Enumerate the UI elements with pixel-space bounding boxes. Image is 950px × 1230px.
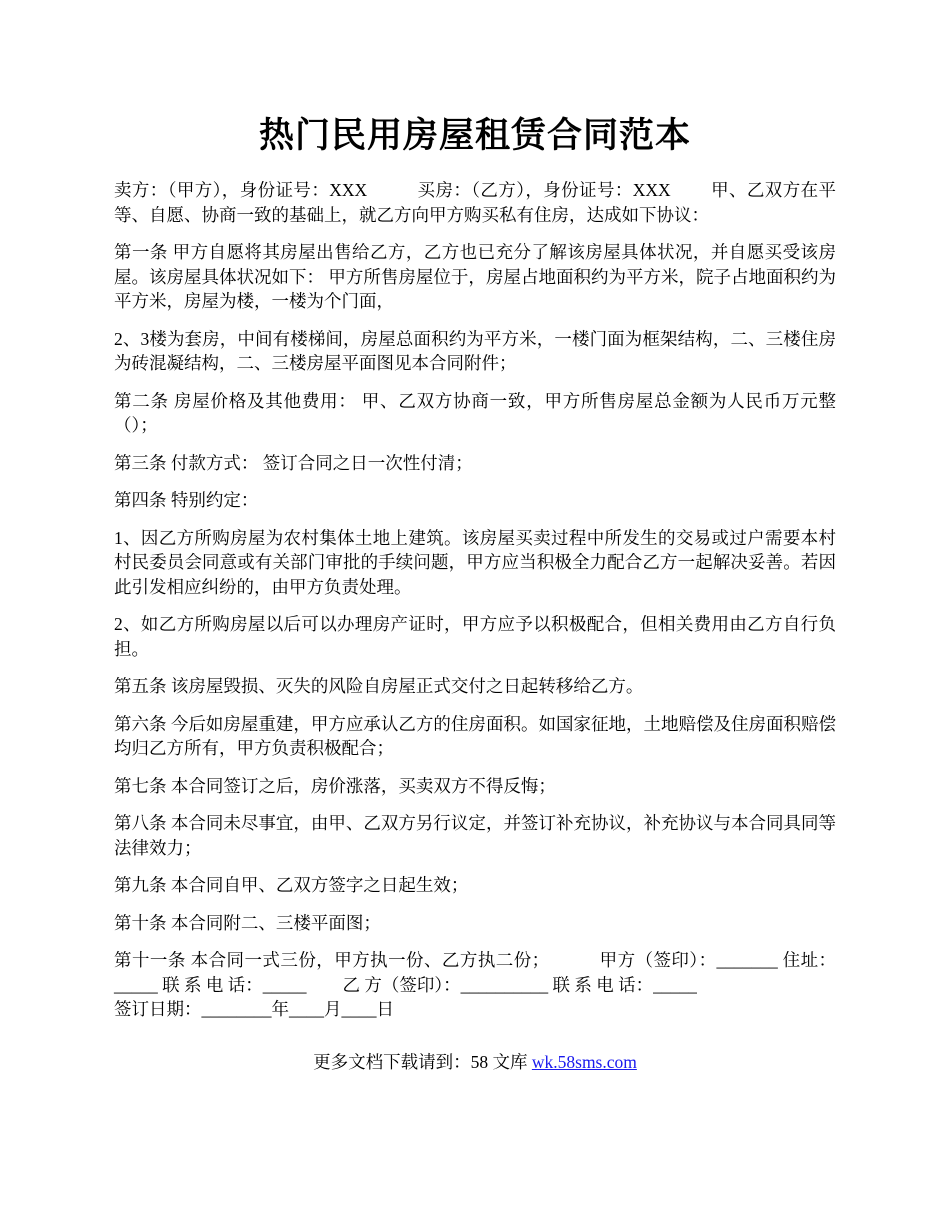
buyer-line: 买房：（乙方），身份证号：XXX (417, 180, 671, 200)
sign-date: 签订日期：________年____月____日 (114, 999, 394, 1019)
clause-paragraph: 第二条 房屋价格及其他费用： 甲、乙双方协商一致，甲方所售房屋总金额为人民币万元整（）； (114, 390, 836, 435)
document-body (114, 178, 836, 1035)
clause-paragraph: 第七条 本合同签订之后，房价涨落，买卖双方不得反悔； (114, 775, 556, 796)
clause-paragraph: 1、因乙方所购房屋为农村集体土地上建筑。该房屋买卖过程中所发生的交易或过户需要本村村民委员会同意或有关部门审批的手续问题，甲方应当积极全力配合乙方一起解决妥善。若因此引发相应纠纷的，由甲方负责处理。 (114, 527, 836, 597)
party-a-phone: 联 系 电 话：_____ (162, 974, 307, 995)
clause-paragraph: 第一条 甲方自愿将其房屋出售给乙方，乙方也已充分了解该房屋具体状况，并自愿买受该房屋。该房屋具体状况如下： 甲方所售房屋位于，房屋占地面积约为平方米，院子占地面积约为平方米，房屋为楼，一楼为个门面， (114, 242, 836, 311)
download-footer (0, 1050, 950, 1074)
party-a-address: 住址：_____ (114, 950, 837, 995)
clause-paragraph: 第九条 本合同自甲、乙双方签字之日起生效； (114, 875, 469, 895)
clause-paragraph: 第三条 付款方式： 签订合同之日一次性付清； (114, 452, 473, 473)
copies-clause: 第十一条 本合同一式三份，甲方执一份、乙方执二份； (114, 950, 550, 970)
clause-paragraph: 第十条 本合同附二、三楼平面图； (114, 912, 381, 933)
signature-block (114, 948, 836, 1022)
footer-text: 更多文档下载请到：58 文库 (313, 1052, 528, 1072)
document-title: 热门民用房屋租赁合同范本 (258, 116, 691, 155)
clause-paragraph: 第六条 今后如房屋重建，甲方应承认乙方的住房面积。如国家征地，土地赔偿及住房面积赔偿均归乙方所有，甲方负责积极配合； (114, 713, 836, 758)
intro-paragraph (114, 178, 836, 227)
party-a-signature: 甲方（签印）：_______ (599, 950, 778, 970)
party-b-phone: 联 系 电 话：_____ (552, 974, 697, 995)
clause-paragraph: 2、3楼为套房，中间有楼梯间，房屋总面积约为平方米，一楼门面为框架结构，二、三楼住房为砖混凝结构，二、三楼房屋平面图见本合同附件； (114, 328, 836, 373)
clause-paragraph: 第四条 特别约定： (114, 490, 259, 510)
clause-paragraph: 第五条 该房屋毁损、灭失的风险自房屋正式交付之日起转移给乙方。 (114, 676, 644, 696)
seller-line: 卖方：（甲方），身份证号：XXX (114, 180, 368, 200)
clause-paragraph: 2、如乙方所购房屋以后可以办理房产证时，甲方应予以积极配合，但相关费用由乙方自行负担。 (114, 614, 836, 659)
party-b-signature: 乙 方（签印）：__________ (342, 974, 549, 995)
agreement-line: 甲、乙双方在平等、自愿、协商一致的基础上，就乙方向甲方购买私有住房，达成如下协议： (114, 180, 836, 225)
clause-paragraph: 第八条 本合同未尽事宜，由甲、乙双方另行议定，并签订补充协议，补充协议与本合同具同等法律效力； (114, 813, 836, 858)
footer-link[interactable]: wk.58sms.com (531, 1052, 637, 1072)
